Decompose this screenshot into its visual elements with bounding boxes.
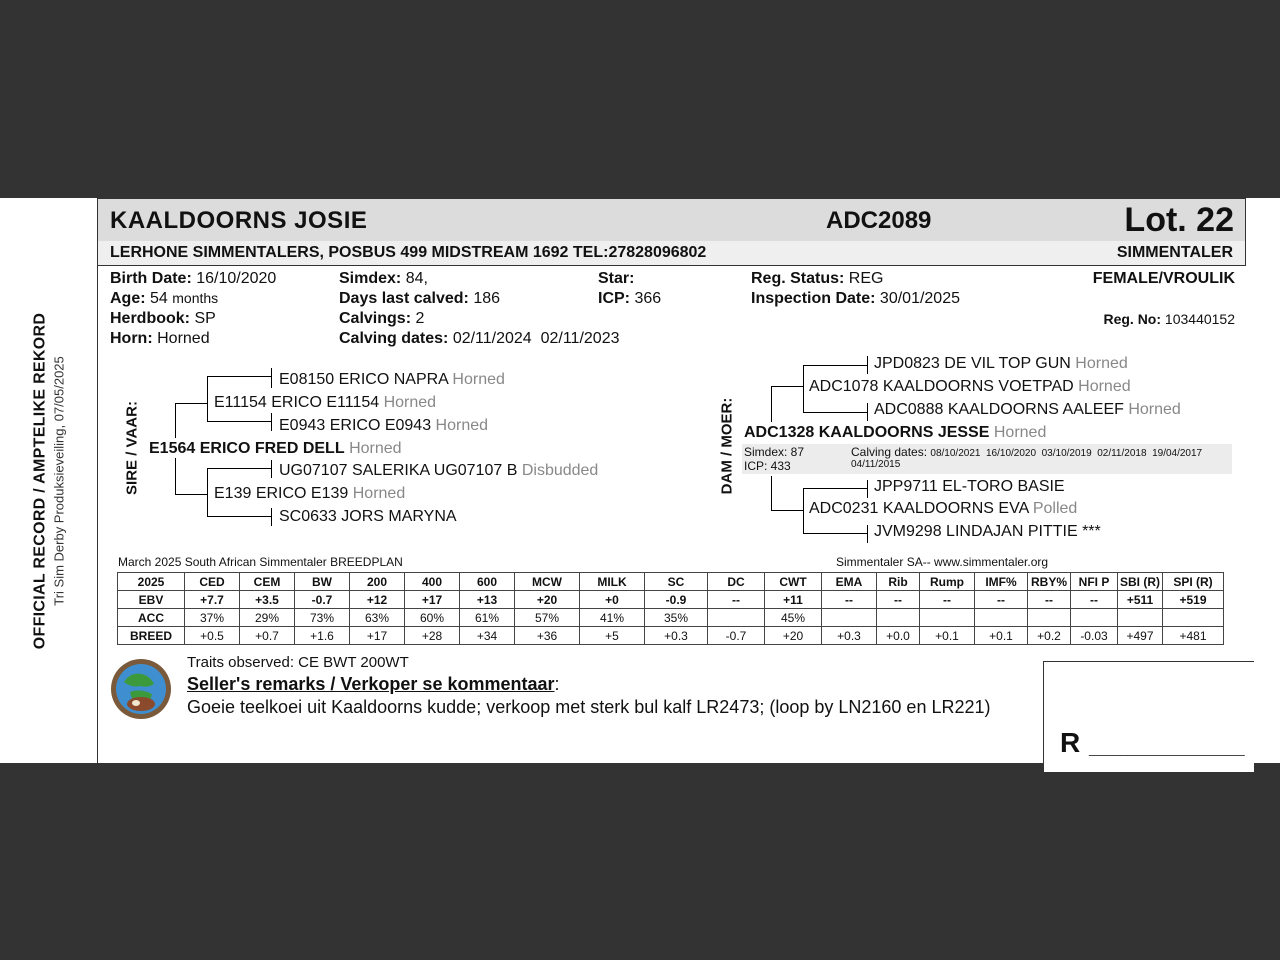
acc-row-cell-3: 73% — [295, 609, 350, 627]
reg-number: Reg. No: 103440152 — [1103, 311, 1235, 327]
breed-row-cell-12: +0.3 — [822, 627, 877, 645]
ebv-row-cell-15: -- — [975, 591, 1028, 609]
ebv-header-19: SPI (R) — [1163, 573, 1224, 591]
breed-row-cell-19: +481 — [1163, 627, 1224, 645]
ebv-row-cell-11: +11 — [765, 591, 822, 609]
acc-row-cell-18 — [1118, 609, 1163, 627]
dam-calving-dates-cont: 04/11/2015 — [851, 459, 901, 470]
sex: FEMALE/VROULIK — [1092, 270, 1235, 287]
breed-row-cell-8: +5 — [580, 627, 645, 645]
breedplan-org: Simmentaler SA-- www.simmentaler.org — [836, 555, 1049, 569]
sire-dam-dam: SC0633 JORS MARYNA — [279, 508, 457, 525]
acc-row-cell-17 — [1071, 609, 1118, 627]
breed-row-cell-15: +0.1 — [975, 627, 1028, 645]
animal-name: KAALDOORNS JOSIE — [110, 207, 368, 234]
ebv-header-9: SC — [645, 573, 708, 591]
catalogue-sheet — [0, 198, 1280, 763]
dam-dam: ADC0231 KAALDOORNS EVA Polled — [809, 500, 1078, 517]
acc-row-cell-11: 45% — [765, 609, 822, 627]
ebv-header-16: RBY% — [1028, 573, 1071, 591]
acc-row-cell-10 — [708, 609, 765, 627]
sire-sire-dam: E0943 ERICO E0943 Horned — [279, 417, 489, 434]
sire-dam: E139 ERICO E139 Horned — [214, 485, 406, 502]
dam-dam-sire: JPP9711 EL-TORO BASIE — [874, 478, 1065, 495]
breed-row-cell-0: BREED — [118, 627, 185, 645]
ebv-row-cell-4: +12 — [350, 591, 405, 609]
ebv-header-0: 2025 — [118, 573, 185, 591]
acc-row-cell-4: 63% — [350, 609, 405, 627]
ebv-header-18: SBI (R) — [1118, 573, 1163, 591]
price-box — [1043, 661, 1254, 772]
reg-status: Reg. Status: REG — [751, 270, 884, 287]
sire-dam-sire: UG07107 SALERIKA UG07107 B Disbudded — [279, 462, 599, 479]
ebv-header-17: NFI P — [1071, 573, 1118, 591]
breed-row-cell-18: +497 — [1118, 627, 1163, 645]
ebv-row-cell-9: -0.9 — [645, 591, 708, 609]
official-record-label: OFFICIAL RECORD / AMPTELIKE REKORD — [31, 312, 49, 650]
ebv-header-10: DC — [708, 573, 765, 591]
acc-row — [118, 609, 1224, 627]
breed-row-cell-7: +36 — [515, 627, 580, 645]
ebv-row-cell-16: -- — [1028, 591, 1071, 609]
traits-observed: Traits observed: CE BWT 200WT — [187, 654, 409, 671]
ebv-header-13: Rib — [877, 573, 920, 591]
ebv-header-3: BW — [295, 573, 350, 591]
breed-name: SIMMENTALER — [1116, 244, 1233, 261]
breed-row-cell-11: +20 — [765, 627, 822, 645]
sale-name: Tri Sim Derby Produksieveiling, 07/05/2025 — [51, 356, 67, 606]
ebv-row-cell-0: EBV — [118, 591, 185, 609]
acc-row-cell-13 — [877, 609, 920, 627]
breed-row-cell-5: +28 — [405, 627, 460, 645]
acc-row-cell-0: ACC — [118, 609, 185, 627]
ebv-header-5: 400 — [405, 573, 460, 591]
horn-status: Horn: Horned — [110, 330, 210, 347]
side-caption — [0, 198, 98, 763]
acc-row-cell-19 — [1163, 609, 1224, 627]
animal-id: ADC2089 — [826, 207, 932, 234]
ebv-row-cell-14: -- — [920, 591, 975, 609]
icp: ICP: 366 — [598, 290, 662, 307]
breed-row-cell-1: +0.5 — [185, 627, 240, 645]
calving-dates: Calving dates: 02/11/2024 02/11/2023 — [339, 330, 620, 347]
dam-calving-dates: Calving dates: 08/10/2021 16/10/2020 03/10/2019 02/11/2018 19/04/2017 — [851, 445, 1203, 459]
breed-row-cell-2: +0.7 — [240, 627, 295, 645]
sire-sire-sire: E08150 ERICO NAPRA Horned — [279, 371, 505, 388]
breed-row-cell-9: +0.3 — [645, 627, 708, 645]
dam-sire-sire: JPD0823 DE VIL TOP GUN Horned — [874, 355, 1128, 372]
birth-date: Birth Date: 16/10/2020 — [110, 270, 277, 287]
dam-simdex: Simdex: 87 — [744, 445, 805, 459]
acc-row-cell-6: 61% — [460, 609, 515, 627]
breed-row-cell-16: +0.2 — [1028, 627, 1071, 645]
ebv-header-8: MILK — [580, 573, 645, 591]
ebv-header-14: Rump — [920, 573, 975, 591]
ebv-header-11: CWT — [765, 573, 822, 591]
ebv-header-15: IMF% — [975, 573, 1028, 591]
ebv-header-1: CED — [185, 573, 240, 591]
ebv-header-7: MCW — [515, 573, 580, 591]
ebv-row-cell-10: -- — [708, 591, 765, 609]
breed-row-cell-14: +0.1 — [920, 627, 975, 645]
acc-row-cell-16 — [1028, 609, 1071, 627]
ebv-row-cell-13: -- — [877, 591, 920, 609]
breed-row-cell-17: -0.03 — [1071, 627, 1118, 645]
breeder-bar — [98, 241, 1246, 266]
dam-dam-dam: JVM9298 LINDAJAN PITTIE *** — [874, 523, 1101, 540]
dam-icp: ICP: 433 — [744, 459, 791, 473]
dam-performance-box — [742, 444, 1232, 474]
ebv-row-cell-19: +519 — [1163, 591, 1224, 609]
sire-sire: E11154 ERICO E11154 Horned — [214, 394, 437, 411]
inspection-date: Inspection Date: 30/01/2025 — [751, 290, 960, 307]
breed-row-cell-3: +1.6 — [295, 627, 350, 645]
ebv-header-6: 600 — [460, 573, 515, 591]
ebv-header-12: EMA — [822, 573, 877, 591]
breed-row — [118, 627, 1224, 645]
remarks-heading: Seller's remarks / Verkoper se kommentaar: — [187, 674, 560, 694]
lot-number: Lot. 22 — [1124, 201, 1234, 239]
price-line[interactable]: ____________________ — [1089, 740, 1245, 756]
dam: ADC1328 KAALDOORNS JESSE Horned — [744, 424, 1047, 441]
ebv-header-4: 200 — [350, 573, 405, 591]
acc-row-cell-8: 41% — [580, 609, 645, 627]
ebv-row-cell-2: +3.5 — [240, 591, 295, 609]
star: Star: — [598, 270, 635, 287]
acc-row-cell-5: 60% — [405, 609, 460, 627]
ebv-row-cell-7: +20 — [515, 591, 580, 609]
breedplan-caption: March 2025 South African Simmentaler BREEDPLAN — [118, 555, 403, 569]
acc-row-cell-1: 37% — [185, 609, 240, 627]
dam-sire-dam: ADC0888 KAALDOORNS AALEEF Horned — [874, 401, 1181, 418]
ebv-row-cell-5: +17 — [405, 591, 460, 609]
breed-row-cell-13: +0.0 — [877, 627, 920, 645]
remarks-text: Goeie teelkoei uit Kaaldoorns kudde; verkoop met sterk bul kalf LR2473; (loop by LN2160 en LR221) — [187, 697, 991, 717]
sire-label: SIRE / VAAR: — [123, 401, 141, 495]
simdex: Simdex: 84, — [339, 270, 428, 287]
breed-row-cell-6: +34 — [460, 627, 515, 645]
ebv-row-cell-6: +13 — [460, 591, 515, 609]
ebv-table — [117, 572, 1224, 645]
ebv-row-cell-3: -0.7 — [295, 591, 350, 609]
ebv-row-cell-1: +7.7 — [185, 591, 240, 609]
acc-row-cell-12 — [822, 609, 877, 627]
ebv-row — [118, 591, 1224, 609]
ebv-row-cell-12: -- — [822, 591, 877, 609]
acc-row-cell-7: 57% — [515, 609, 580, 627]
breed-row-cell-10: -0.7 — [708, 627, 765, 645]
herdbook: Herdbook: SP — [110, 310, 216, 327]
dam-sire: ADC1078 KAALDOORNS VOETPAD Horned — [809, 378, 1131, 395]
acc-row-cell-2: 29% — [240, 609, 295, 627]
ebv-header-2: CEM — [240, 573, 295, 591]
breed-row-cell-4: +17 — [350, 627, 405, 645]
breeder-info: LERHONE SIMMENTALERS, POSBUS 499 MIDSTREAM 1692 TEL:27828096802 — [110, 244, 707, 261]
acc-row-cell-9: 35% — [645, 609, 708, 627]
calvings: Calvings: 2 — [339, 310, 425, 327]
ebv-row-cell-18: +511 — [1118, 591, 1163, 609]
ebv-row-cell-8: +0 — [580, 591, 645, 609]
days-last-calved: Days last calved: 186 — [339, 290, 501, 307]
dam-label: DAM / MOER: — [718, 397, 736, 495]
title-bar — [98, 198, 1246, 242]
acc-row-cell-14 — [920, 609, 975, 627]
currency-symbol: R — [1060, 727, 1081, 758]
ebv-header-row — [118, 573, 1224, 591]
sire: E1564 ERICO FRED DELL Horned — [149, 440, 402, 457]
ebv-row-cell-17: -- — [1071, 591, 1118, 609]
simmentaler-logo — [110, 658, 172, 720]
acc-row-cell-15 — [975, 609, 1028, 627]
age: Age: 54 months — [110, 290, 219, 307]
